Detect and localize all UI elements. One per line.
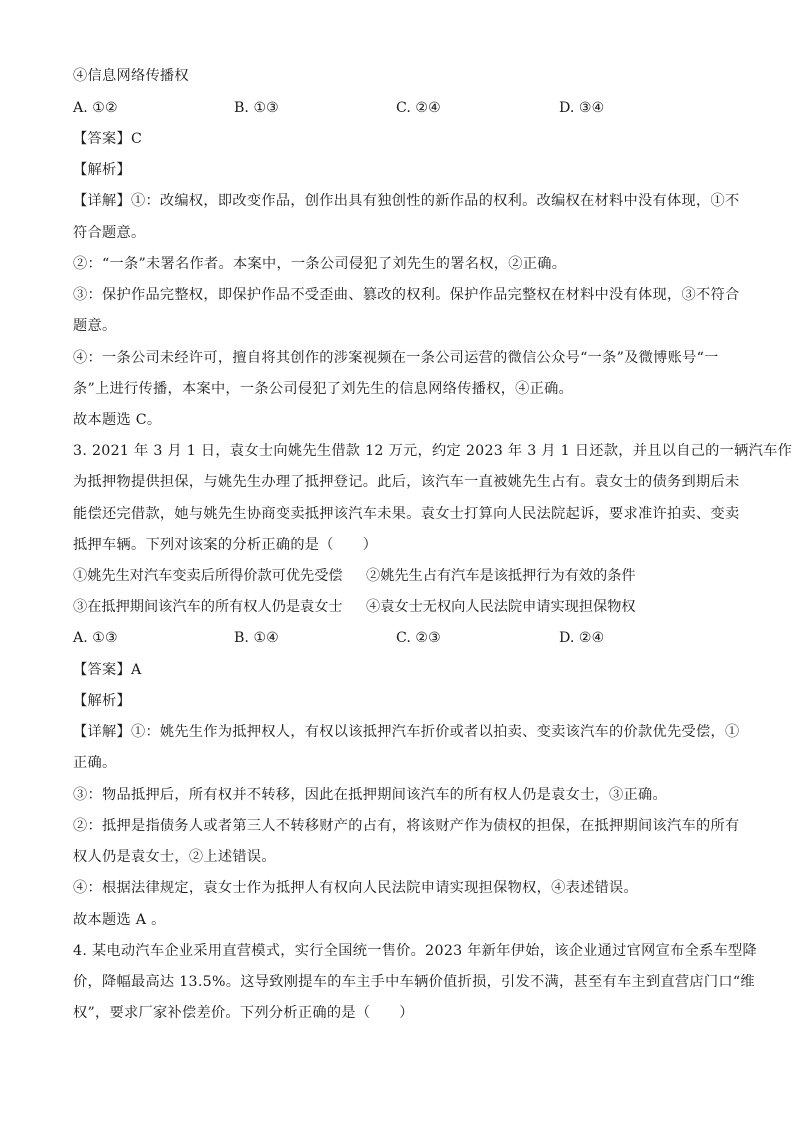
q2-detail-line: 【详解】①：改编权，即改变作品，创作出具有独创性的新作品的权利。改编权在材料中没有体现，①不 bbox=[73, 193, 740, 209]
q3-detail-line: 权人仍是袁女士，②上述错误。 bbox=[73, 849, 276, 865]
q3-analysis-title: 【解析】 bbox=[73, 693, 131, 709]
q3-conclusion: 故本题选 A 。 bbox=[73, 912, 166, 928]
q4-stem-line: 价，降幅最高达 13.5%。这导致刚提车的车主手中车辆价值折损，引发不满，甚至有车主到直营店门口“维 bbox=[73, 974, 755, 990]
q3-stem-line: 3. 2021 年 3 月 1 日，袁女士向姚先生借款 12 万元，约定 2023 年 3 月 1 日还款，并且以自己的一辆汽车作 bbox=[73, 443, 793, 459]
q2-option-b: B. ①③ bbox=[234, 100, 279, 116]
q3-option-d: D. ②④ bbox=[559, 630, 605, 646]
q3-option-b: B. ①④ bbox=[234, 630, 279, 646]
q3-detail-line: ②：抵押是指债务人或者第三人不转移财产的占有，将该财产作为债权的担保，在抵押期间该汽车的所有 bbox=[73, 818, 740, 834]
q2-answer: 【答案】C bbox=[73, 131, 143, 147]
q4-stem-line: 4. 某电动汽车企业采用直营模式，实行全国统一售价。2023 年新年伊始，该企业通过官网宣布全系车型降 bbox=[73, 943, 758, 959]
q2-option-a: A. ①② bbox=[73, 100, 118, 116]
q3-stem-line: 为抵押物提供担保，与姚先生办理了抵押登记。此后，该汽车一直被姚先生占有。袁女士的债务到期后未 bbox=[73, 474, 740, 490]
q2-detail-line: 符合题意。 bbox=[73, 225, 146, 241]
q3-detail-line: ④：根据法律规定，袁女士作为抵押人有权向人民法院申请实现担保物权，④表述错误。 bbox=[73, 880, 639, 896]
q2-conclusion: 故本题选 C。 bbox=[73, 412, 162, 428]
q3-item-3: ③在抵押期间该汽车的所有权人仍是袁女士 bbox=[73, 599, 343, 615]
q2-detail-line: 条”上进行传播，本案中，一条公司侵犯了刘先生的信息网络传播权，④正确。 bbox=[73, 381, 574, 397]
q2-detail-line: ④：一条公司未经许可，擅自将其创作的涉案视频在一条公司运营的微信公众号“一条”及微博账号“一 bbox=[73, 350, 719, 366]
q3-detail-line: 【详解】①：姚先生作为抵押权人，有权以该抵押汽车折价或者以拍卖、变卖该汽车的价款优先受偿，① bbox=[73, 724, 740, 740]
q2-detail-line: 题意。 bbox=[73, 318, 117, 334]
q3-stem-line: 能偿还完借款，她与姚先生协商变卖抵押该汽车未果。袁女士打算向人民法院起诉，要求准许拍卖、变卖 bbox=[73, 506, 740, 522]
q2-item-4: ④信息网络传播权 bbox=[73, 68, 189, 84]
q3-option-a: A. ①③ bbox=[73, 630, 118, 646]
q3-option-c: C. ②③ bbox=[396, 630, 441, 646]
q3-item-2: ②姚先生占有汽车是该抵押行为有效的条件 bbox=[366, 568, 636, 584]
q2-option-c: C. ②④ bbox=[396, 100, 441, 116]
q3-stem-line: 抵押车辆。下列对该案的分析正确的是（ ） bbox=[73, 537, 378, 553]
q2-option-d: D. ③④ bbox=[559, 100, 605, 116]
q3-answer: 【答案】A bbox=[73, 662, 142, 678]
q3-item-1: ①姚先生对汽车变卖后所得价款可优先受偿 bbox=[73, 568, 343, 584]
q3-detail-line: 正确。 bbox=[73, 755, 117, 771]
q3-item-4: ④袁女士无权向人民法院申请实现担保物权 bbox=[366, 599, 636, 615]
q2-detail-line: ②：“一条”未署名作者。本案中，一条公司侵犯了刘先生的署名权，②正确。 bbox=[73, 256, 567, 272]
q4-stem-line: 权”，要求厂家补偿差价。下列分析正确的是（ ） bbox=[73, 1005, 414, 1021]
q2-analysis-title: 【解析】 bbox=[73, 162, 131, 178]
q2-detail-line: ③：保护作品完整权，即保护作品不受歪曲、篡改的权利。保护作品完整权在材料中没有体现，③不符合 bbox=[73, 287, 740, 303]
q3-detail-line: ③：物品抵押后，所有权并不转移，因此在抵押期间该汽车的所有权人仍是袁女士，③正确。 bbox=[73, 787, 667, 803]
